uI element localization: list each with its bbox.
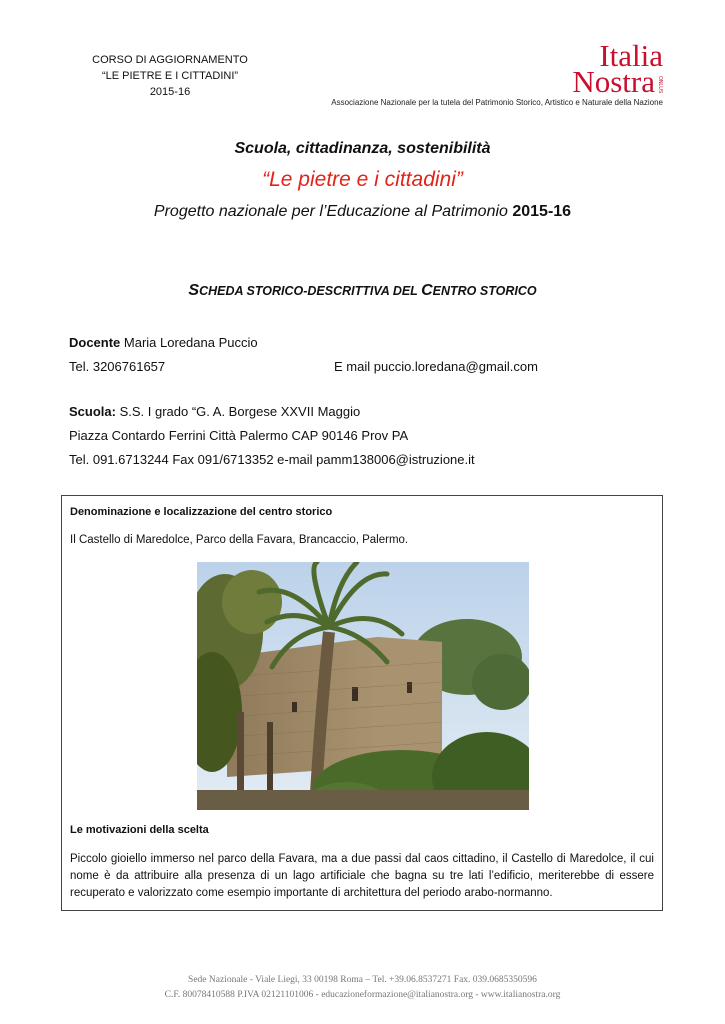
course-info xyxy=(60,52,280,100)
location-text: Il Castello di Maredolce, Parco della Favara, Brancaccio, Palermo. xyxy=(70,534,409,546)
logo-word-italia: Italia xyxy=(599,38,663,73)
scheda-heading xyxy=(0,282,725,300)
docente-label: Docente xyxy=(69,335,121,350)
scheda-text: CHEDA STORICO-DESCRITTIVA DEL xyxy=(199,284,422,298)
course-name: “LE PIETRE E I CITTADINI” xyxy=(101,70,239,82)
scheda-text-end: ENTRO STORICO xyxy=(432,284,537,298)
scheda-initial-c: C xyxy=(421,282,433,299)
telephone: Tel. 3206761657 xyxy=(69,359,166,374)
project-description xyxy=(0,203,725,221)
email: E mail puccio.loredana@gmail.com xyxy=(334,359,538,374)
scuola-line xyxy=(69,404,360,419)
logo-word-nostra: Nostra xyxy=(572,64,655,99)
project-year: 2015-16 xyxy=(512,203,572,220)
motivazioni-heading: Le motivazioni della scelta xyxy=(70,824,209,836)
school-address: Piazza Contardo Ferrini Città Palermo CAP 90146 Prov PA xyxy=(69,428,409,443)
denominazione-heading: Denominazione e localizzazione del centro storico xyxy=(70,506,333,518)
italia-nostra-logo xyxy=(563,40,663,98)
motivation-text: Piccolo gioiello immerso nel parco della Favara, ma a due passi dal caos cittadino, il Castello di Maredolce, il cui nome è da attribuire alla presenza di un lago artificiale che bagna su tre lati l’edificio, meriterebbe di essere recuperato e valorizzato come esempio importante di architettura del periodo arabo-normanno. xyxy=(70,853,654,899)
docente-name: Maria Loredana Puccio xyxy=(120,335,258,350)
footer-address: Sede Nazionale - Viale Liegi, 33 00198 Roma – Tel. +39.06.8537271 Fax. 039.0685350596 xyxy=(188,975,537,985)
project-description-text: Progetto nazionale per l’Educazione al Patrimonio xyxy=(153,203,513,220)
centro-storico-box xyxy=(61,495,663,911)
association-tagline: Associazione Nazionale per la tutela del Patrimonio Storico, Artistico e Naturale della Nazione xyxy=(331,98,663,107)
subtitle: Scuola, cittadinanza, sostenibilità xyxy=(234,140,491,157)
logo-onlus-mark: ONLUS xyxy=(657,76,663,94)
scuola-name: S.S. I grado “G. A. Borgese XXVII Maggio xyxy=(115,404,361,419)
docente-line xyxy=(69,335,258,350)
scheda-initial-s: S xyxy=(188,282,200,299)
footer-fiscal: C.F. 80078410588 P.IVA 02121101006 - educazioneformazione@italianostra.org - www.italianostra.org xyxy=(164,990,561,1000)
project-title: “Le pietre e i cittadini” xyxy=(262,168,463,191)
course-title: CORSO DI AGGIORNAMENTO xyxy=(92,54,248,66)
course-year: 2015-16 xyxy=(149,86,191,98)
scuola-label: Scuola: xyxy=(69,404,116,419)
school-contacts: Tel. 091.6713244 Fax 091/6713352 e-mail pamm138006@istruzione.it xyxy=(69,452,475,467)
castle-photo xyxy=(197,562,529,810)
